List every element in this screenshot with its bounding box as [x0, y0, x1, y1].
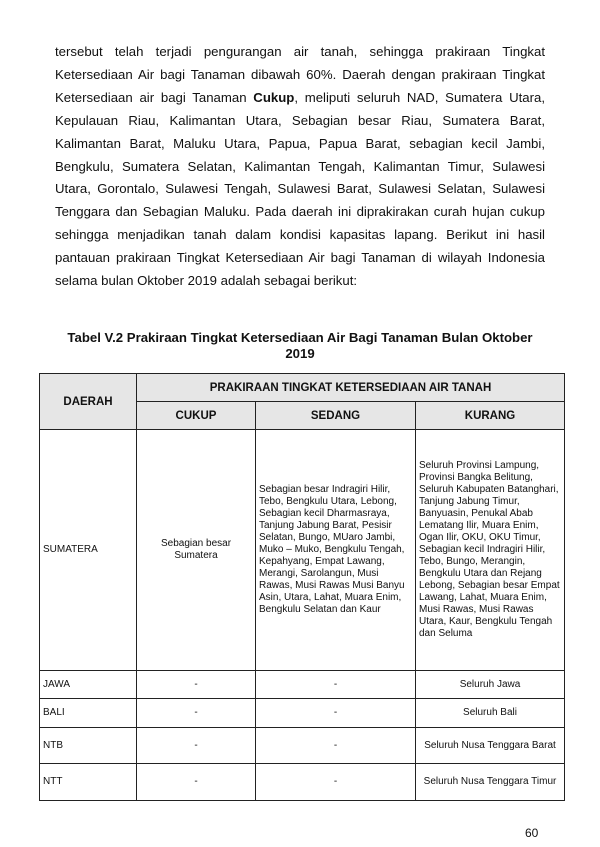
water-availability-table [39, 373, 565, 801]
table-row [40, 764, 565, 801]
cukup-cell: - [137, 671, 256, 699]
table-row [40, 671, 565, 699]
sedang-cell: Sebagian besar Indragiri Hilir, Tebo, Bengkulu Utara, Lebong, Sebagian kecil Dharmasraya, Tanjung Jabung Barat, Pesisir Selatan, Bungo, MUaro Jambi, Muko – Muko, Bengkulu Tengah, Kepahyang, Empat Lawang, Merangi, Sarolangun, Musi Rawas, Musi Rawas Musi Banyu Asin, Utara, Lahat, Muara Enim, Bengkulu Selatan dan Kaur [256, 430, 416, 671]
region-cell: NTB [40, 728, 137, 764]
header-kurang: KURANG [416, 402, 565, 430]
kurang-cell: Seluruh Provinsi Lampung, Provinsi Bangka Belitung, Seluruh Kabupaten Batanghari, Tanjung Jabung Timur, Banyuasin, Penukal Abab Lematang Ilir, Muara Enim, Ogan Ilir, OKU, OKU Timur, Sebagian kecil Indragiri Hilir, Tebo, Bungo, Merangin, Bengkulu Utara dan Rejang Lebong, Sebagian besar Empat Lawang, Lahat, Muara Enim, Musi Rawas, Musi Rawas Utara, Kaur, Bengkulu Tengah dan Seluma [416, 430, 565, 671]
paragraph-bold-term: Cukup [253, 89, 295, 105]
header-sedang: SEDANG [256, 402, 416, 430]
page-number: 60 [525, 826, 539, 840]
table-row [40, 430, 565, 671]
sedang-cell: - [256, 728, 416, 764]
sedang-cell: - [256, 764, 416, 801]
sedang-cell: - [256, 699, 416, 728]
cukup-cell: Sebagian besar Sumatera [137, 430, 256, 671]
sedang-cell: - [256, 671, 416, 699]
table-row [40, 728, 565, 764]
cukup-cell: - [137, 764, 256, 801]
region-cell: JAWA [40, 671, 137, 699]
kurang-cell: Seluruh Jawa [416, 671, 565, 699]
header-cukup: CUKUP [137, 402, 256, 430]
header-group: PRAKIRAAN TINGKAT KETERSEDIAAN AIR TANAH [137, 374, 565, 402]
region-cell: BALI [40, 699, 137, 728]
cukup-cell: - [137, 699, 256, 728]
body-paragraph [55, 41, 545, 293]
paragraph-text-1: tersebut telah terjadi pengurangan air tanah, sehingga prakiraan Tingkat Ketersediaan Air bagi Tanaman dibawah 60%. Daerah dengan prakiraan Tingkat Ketersediaan air bagi Tanaman [55, 44, 545, 105]
table-caption: Tabel V.2 Prakiraan Tingkat Ketersediaan Air Bagi Tanaman Bulan Oktober 2019 [67, 330, 533, 361]
paragraph-text-2: , meliputi seluruh NAD, Sumatera Utara, Kepulauan Riau, Kalimantan Utara, Sebagian besar Riau, Sumatera Barat, Kalimantan Barat, Maluku Utara, Papua, Papua Barat, sebagian kecil Jambi, Bengkulu, Sumatera Selatan, Kalimantan Tengah, Kalimantan Timur, Sulawesi Utara, Gorontalo, Sulawesi Tengah, Sulawesi Barat, Sulawesi Selatan, Sulawesi Tenggara dan Sebagian Maluku. Pada daerah ini diprakirakan curah hujan cukup sehingga menjadikan tanah dalam kondisi kapasitas lapang. Berikut ini hasil pantauan prakiraan Tingkat Ketersediaan Air bagi Tanaman di wilayah Indonesia selama bulan Oktober 2019 adalah sebagai berikut: [55, 89, 545, 289]
table-row [40, 699, 565, 728]
kurang-cell: Seluruh Nusa Tenggara Timur [416, 764, 565, 801]
region-cell: SUMATERA [40, 430, 137, 671]
region-cell: NTT [40, 764, 137, 801]
kurang-cell: Seluruh Nusa Tenggara Barat [416, 728, 565, 764]
cukup-cell: - [137, 728, 256, 764]
kurang-cell: Seluruh Bali [416, 699, 565, 728]
header-region: DAERAH [40, 374, 137, 430]
